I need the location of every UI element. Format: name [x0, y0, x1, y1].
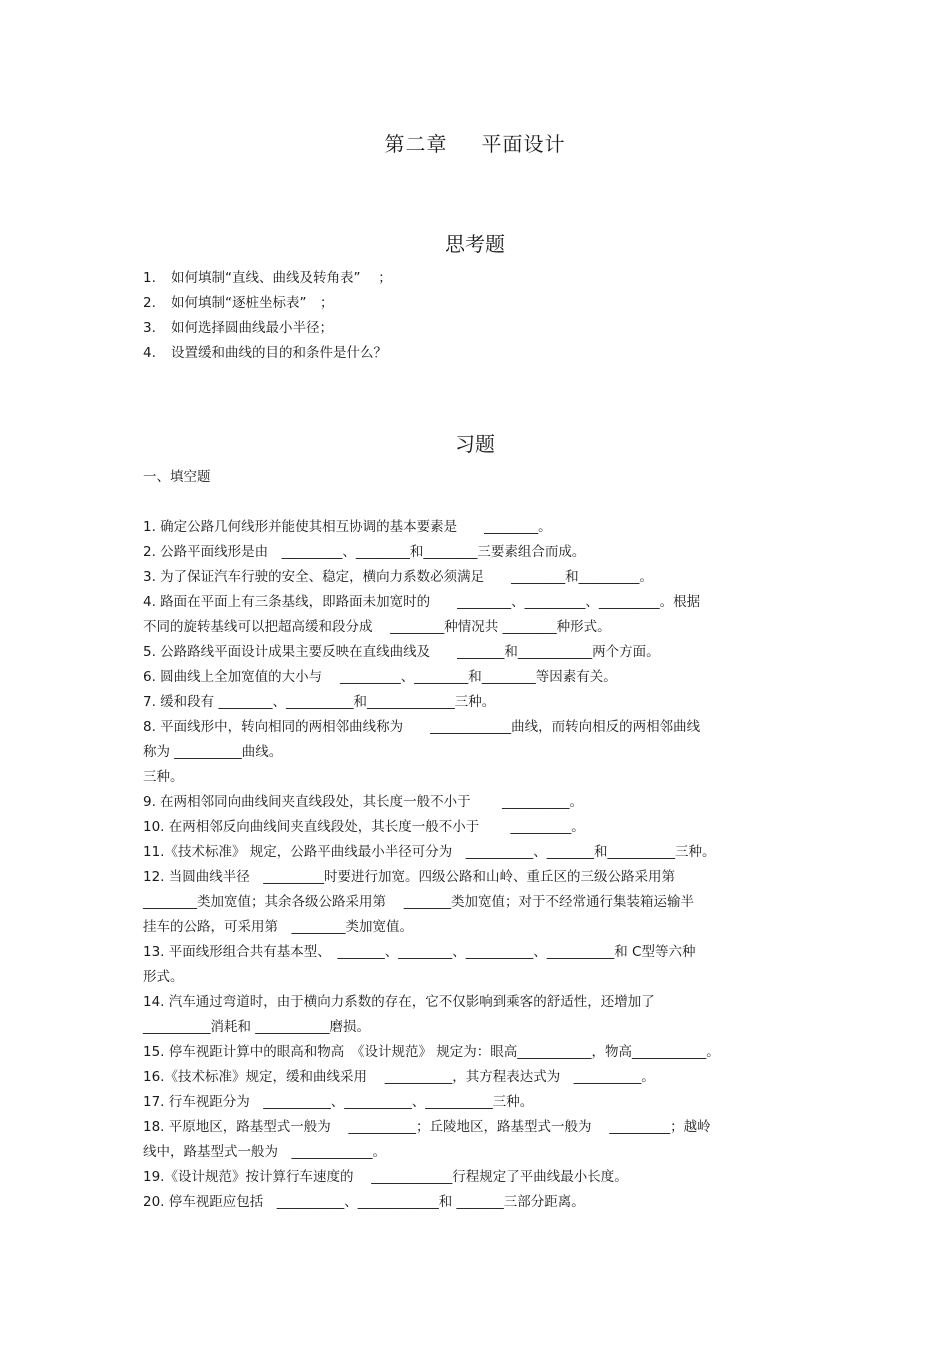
chapter-name: 平面设计 — [481, 132, 566, 156]
exercise-list — [143, 515, 813, 1215]
exercise-line: 19.《设计规范》按计算行车速度的 ____________行程规定了平曲线最小长度。 — [143, 1169, 628, 1185]
exercise-line: 14. 汽车通过弯道时，由于横向力系数的存在，它不仅影响到乘客的舒适性，还增加了 — [143, 994, 655, 1010]
exercise-line: 18. 平原地区，路基型式一般为 __________；丘陵地区，路基型式一般为 _________；越岭 — [143, 1119, 711, 1135]
exercise-line: 2. 公路平面线形是由 _________、________和________三要素组合而成。 — [143, 544, 586, 560]
exercise-line: 3. 为了保证汽车行驶的安全、稳定，横向力系数必须满足 ________和_________。 — [143, 569, 653, 585]
exercise-line: 不同的旋转基线可以把超高缓和段分成 ________种情况共 ________种形式。 — [143, 619, 611, 635]
exercise-line: 称为 __________曲线。 — [143, 744, 283, 760]
exercise-line: 11.《技术标准》 规定，公路平曲线最小半径可分为 __________、_______和__________三种。 — [143, 844, 716, 860]
exercise-line: __________消耗和 ___________磨损。 — [143, 1019, 371, 1035]
chapter-number: 第二章 — [384, 132, 448, 156]
exercise-line: 挂车的公路，可采用第 ________类加宽值。 — [143, 919, 413, 935]
exercise-line: 10. 在两相邻反向曲线间夹直线段处，其长度一般不小于 _________。 — [143, 819, 585, 835]
exercise-line: ________类加宽值；其余各级公路采用第 _______类加宽值；对于不经常通行集装箱运输半 — [143, 894, 695, 910]
exercise-line: 17. 行车视距分为 __________、__________、__________三种。 — [143, 1094, 534, 1110]
exercise-line: 三种。 — [143, 769, 184, 785]
exercise-line: 6. 圆曲线上全加宽值的大小与 _________、________和________等因素有关。 — [143, 669, 617, 685]
exercise-line: 7. 缓和段有 ________、__________和_____________三种。 — [143, 694, 496, 710]
list-item: 2. 如何填制“逐桩坐标表” ； — [143, 295, 334, 311]
thinking-questions-list — [143, 266, 823, 366]
exercise-line: 12. 当圆曲线半径 _________时要进行加宽。四级公路和山岭、重丘区的三级公路采用第 — [143, 869, 676, 885]
chapter-title — [0, 128, 950, 157]
exercise-line: 1. 确定公路几何线形并能使其相互协调的基本要素是 ________。 — [143, 519, 552, 535]
exercise-line: 形式。 — [143, 969, 184, 985]
exercise-line: 5. 公路路线平面设计成果主要反映在直线曲线及 _______和___________两个方面。 — [143, 644, 660, 660]
exercise-line: 16.《技术标准》规定，缓和曲线采用 __________，其方程表达式为 __________。 — [143, 1069, 655, 1085]
exercise-line: 4. 路面在平面上有三条基线，即路面未加宽时的 ________、_________、_________。根据 — [143, 594, 701, 610]
exercise-line: 13. 平面线形组合共有基本型、 _______、________、__________、__________和 C型等六种 — [143, 944, 696, 960]
exercise-line: 9. 在两相邻同向曲线间夹直线段处，其长度一般不小于 __________。 — [143, 794, 583, 810]
exercises-title: 习题 — [455, 432, 495, 456]
list-item: 4. 设置缓和曲线的目的和条件是什么？ — [143, 345, 387, 361]
fill-in-blank-heading: 一、填空题 — [143, 469, 211, 485]
list-item: 3. 如何选择圆曲线最小半径； — [143, 320, 333, 336]
exercise-line: 8. 平面线形中，转向相同的两相邻曲线称为 ____________曲线，而转向相反的两相邻曲线 — [143, 719, 701, 735]
exercise-line: 线中，路基型式一般为 ____________。 — [143, 1144, 386, 1160]
exercise-line: 20. 停车视距应包括 __________、____________和 _______三部分距离。 — [143, 1194, 585, 1210]
exercise-line: 15. 停车视距计算中的眼高和物高 《设计规范》 规定为：眼高___________，物高___________。 — [143, 1044, 720, 1060]
list-item: 1. 如何填制“直线、曲线及转角表” ； — [143, 270, 392, 286]
thinking-questions-title: 思考题 — [445, 232, 505, 256]
